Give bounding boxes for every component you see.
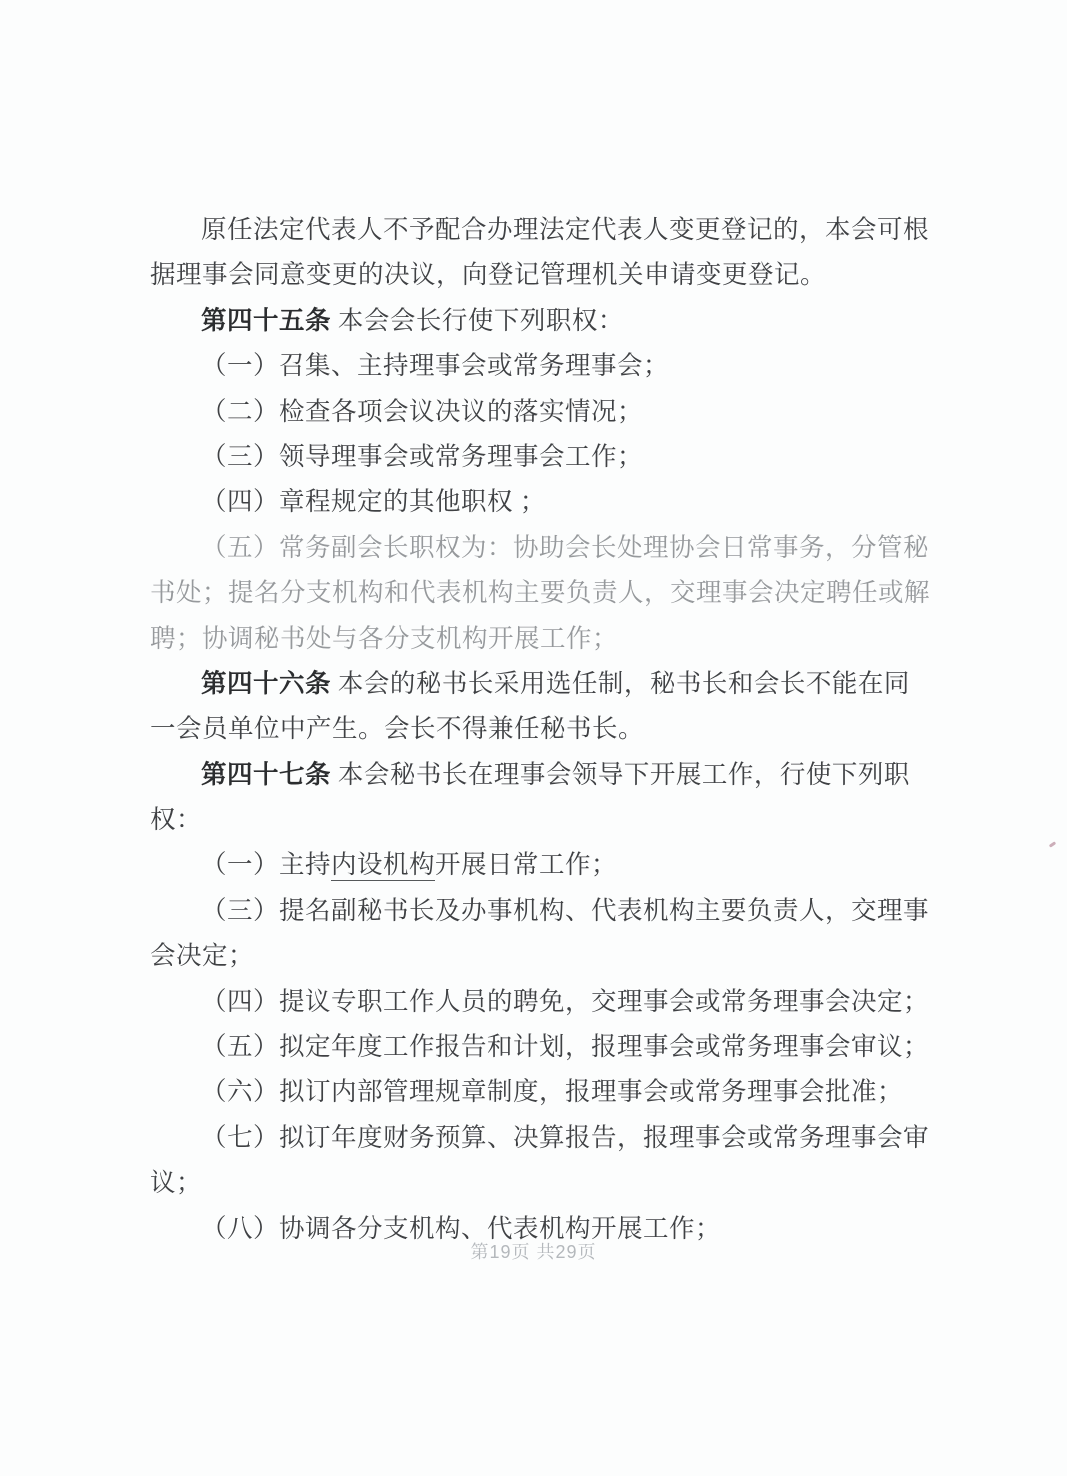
text-line bbox=[150, 933, 920, 978]
text-line bbox=[150, 479, 920, 524]
text-line bbox=[150, 842, 920, 887]
text-segment: 本会的秘书长采用选任制，秘书长和会长不能在同 bbox=[331, 668, 910, 698]
text-line bbox=[150, 752, 920, 797]
text-segment: （一）主持 bbox=[201, 850, 332, 880]
text-line bbox=[150, 434, 920, 479]
text-segment: 会决定； bbox=[150, 941, 255, 971]
text-segment: 开展日常工作； bbox=[435, 850, 618, 880]
text-segment: （五）常务副会长职权为：协助会长处理协会日常事务，分管秘 bbox=[201, 532, 930, 562]
text-segment: 议； bbox=[150, 1168, 203, 1198]
text-segment: 权： bbox=[150, 805, 203, 835]
text-segment: 书处；提名分支机构和代表机构主要负责人，交理事会决定聘任或解 bbox=[150, 578, 931, 608]
text-line bbox=[150, 343, 920, 388]
text-segment: （六）拟订内部管理规章制度，报理事会或常务理事会批准； bbox=[201, 1077, 904, 1107]
text-line bbox=[150, 1115, 930, 1160]
text-line bbox=[150, 661, 920, 706]
text-line bbox=[150, 1160, 920, 1205]
text-segment: （二）检查各项会议决议的落实情况； bbox=[201, 396, 644, 426]
text-segment: 本会秘书长在理事会领导下开展工作，行使下列职 bbox=[331, 759, 910, 789]
text-line bbox=[150, 570, 931, 615]
text-line bbox=[150, 389, 920, 434]
text-line bbox=[150, 298, 920, 343]
text-segment: 聘；协调秘书处与各分支机构开展工作； bbox=[150, 623, 619, 653]
text-line bbox=[150, 888, 930, 933]
text-segment: 据理事会同意变更的决议，向登记管理机关申请变更登记。 bbox=[150, 260, 827, 290]
text-segment: （五）拟定年度工作报告和计划，报理事会或常务理事会审议； bbox=[201, 1032, 930, 1062]
text-line bbox=[150, 1069, 920, 1114]
text-segment: （四）章程规定的其他职权 ； bbox=[201, 487, 546, 517]
text-segment: （三）领导理事会或常务理事会工作； bbox=[201, 441, 644, 471]
page-number-footer: 第19页 共29页 bbox=[470, 1242, 597, 1262]
text-line bbox=[150, 207, 930, 252]
text-line bbox=[150, 706, 920, 751]
text-segment: （三）提名副秘书长及办事机构、代表机构主要负责人，交理事 bbox=[201, 895, 930, 925]
text-segment: （一）召集、主持理事会或常务理事会； bbox=[201, 351, 670, 381]
text-segment: （七）拟订年度财务预算、决算报告，报理事会或常务理事会审 bbox=[201, 1122, 930, 1152]
text-line bbox=[150, 797, 920, 842]
text-line bbox=[150, 979, 930, 1024]
document-text-block bbox=[150, 207, 931, 1251]
text-line bbox=[150, 616, 920, 661]
text-segment: 本会会长行使下列职权： bbox=[331, 305, 624, 335]
text-segment: 原任法定代表人不予配合办理法定代表人变更登记的，本会可根 bbox=[201, 215, 930, 244]
text-segment: （八）协调各分支机构、代表机构开展工作； bbox=[201, 1213, 722, 1243]
underlined-text: 内设机构 bbox=[331, 850, 436, 880]
article-number: 第四十五条 bbox=[201, 305, 332, 335]
text-line bbox=[150, 525, 930, 570]
text-line bbox=[150, 1024, 930, 1069]
text-segment: 一会员单位中产生。会长不得兼任秘书长。 bbox=[150, 714, 645, 744]
article-number: 第四十六条 bbox=[201, 668, 332, 698]
article-number: 第四十七条 bbox=[201, 759, 332, 789]
text-segment: （四）提议专职工作人员的聘免，交理事会或常务理事会决定； bbox=[201, 986, 930, 1016]
text-line bbox=[150, 252, 920, 297]
scan-artifact-mark bbox=[1049, 841, 1056, 847]
